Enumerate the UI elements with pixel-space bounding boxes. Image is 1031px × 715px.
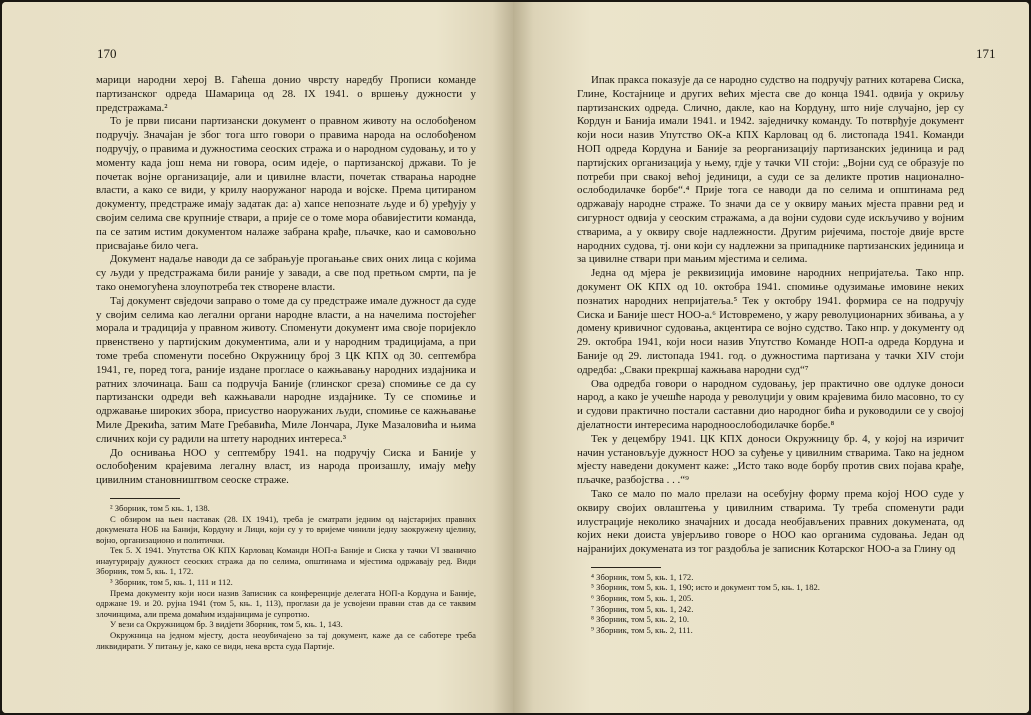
footnote: Тек 5. X 1941. Упутства ОК КПХ Карловац Команди НОП-а Баније и Сиска у тачки VI званично инаугурирају дужност сеоских стража да по селима, општинама и мјестима одржавају ред. Види Зборник, том 5, књ. 1, 172. bbox=[96, 545, 476, 577]
footnote: С обзиром на њен наставак (28. IX 1941), треба је сматрати једним од најстаријих правних докумената НОБ на Банији, Кордуну и Лици, који су у то вријеме чинили једну заокружену цјелину, војно, организационо и политички. bbox=[96, 513, 476, 545]
footnote: Окружница на једном мјесту, доста неоубичајено за тај документ, каже да се саботере треба ликвидирати. У питању је, како се види, нека врста суда Партије. bbox=[96, 630, 476, 651]
footnote: ⁷ Зборник, том 5, књ. 1, 242. bbox=[591, 603, 694, 614]
right-page bbox=[513, 2, 1029, 713]
footnote: У вези са Окружницом бр. 3 видјети Зборник, том 5, књ. 1, 143. bbox=[110, 619, 343, 630]
footnote: ² Зборник, том 5 књ. 1, 138. bbox=[110, 502, 210, 513]
paragraph: марици народни херој В. Гаћеша донио чврсту наредбу Прописи команде партизанског одреда Шамарица од 28. IX 1941. о вршењу дужности у предстражама.² bbox=[96, 74, 476, 114]
paragraph: Тај документ свједочи заправо о томе да су предстраже имале дужност да суде у својим селима као легални органи народне власти, а на начелима постојећег морала и традиција у правном животу. Споменути документ има своје поријекло првенствено у партијским документима, али и у народним традицијама, а при томе треба споменути посебно Окружницу број 3 ЦК КПХ од 30. септембра 1941, ге, поред тога, раније издане прогласе о кажњавању народних издајника и ратних злочинаца. Баш са подручја Баније (глинског среза) спомиње се да су партизански одреди већ кажњавали народне издајнике. Ту се спомиње и одржавање широких збора, присуство наоружаних људи, спомиње се кажњавање Миле Дрекића, затим Мате Гребавића, Миле Лончара, Луке Мазаловића и њима сличних који су радили на штету народних интереса.³ bbox=[96, 294, 476, 445]
left-page bbox=[2, 2, 513, 713]
footnote: ⁵ Зборник, том 5, књ. 1, 190; исто и документ том 5, књ. 1, 182. bbox=[591, 582, 820, 593]
paragraph: Ипак пракса показује да се народно судство на подручју ратних котарева Сиска, Глине, Костајнице и других већих мјеста све до конца 1941. одвија у окриљу партизанских одреда. Слично, дакле, као на Кордуну, што није случајно, јер су Кордун и Банија имали 1941. и 1942. заједничку команду. То потврђује документ који носи назив Упутство ОК-а КПХ Карловац од 6. листопада 1941. Команди НОП одреда Кордуна и Баније за реорганизацију партизанских јединица и рад партијских организација у њему, гдје у тачки VII стоји: „Војни суд се образује по потреби при свакој већој јединици, а суди се за деликте против националнo-ослободилачке борбе“.⁴ Прије тога се наводи да по селима и општинама ред одржавају народне страже. То значи да се у оквиру мањих мјеста правни ред и сигурност одвија у сеоским стражама, а да војни судови суде искључиво у војним стварима, а у оквиру своје надлежности. Другим ријечима, постоје двије врсте народних судова, тј. они који су надлежни за припаднике партизанских јединица и за цивилне ствари при мањим мјестима и селима. bbox=[577, 74, 964, 266]
paragraph: То је први писани партизански документ о правном животу на ослобођеном подручју. Значајан је због тога што говори о правима народа на ослобођеном подручју, о правима и дужностима сеоских стража и о народном судовању, и то у моменту када још нема ни говора, осим идеје, о партизанској држави. То је почетак војне организације, али и цивилне власти, почетак стварања народне власти, а како се види, у крилу наоружаног народа и војске. Према цитираном документу, предстраже имају задатак да: а) хапсе непознате људе и б) уређују у својим селима све крупније ствари, а прије се о томе мора обавијестити команда, па се затим истим документом налаже забрана крађе, пљачке, као и самовољно присвајање било чега. bbox=[96, 115, 476, 252]
paragraph: Једна од мјера је реквизиција имовине народних непријатеља. Тако нпр. документ ОК КПХ од 10. октобра 1941. спомиње одузимање имовине неких познатих народних непријатеља.⁵ Тек у октобру 1941. формира се на подручју Сиска и Баније шест НОО-а.⁶ Истовремено, у жару револуционарних збивања, а у домену кривичног судовања, акцентира се војно судство. Тако нпр. у документу од 29. октобра 1941, који носи назив Упутство Команде НОП-а одреда Кордуна и Баније од 29. листопада 1941. год. о дужностима партизана у тачки XIV стоји одредба: „Сваки прекршај кажњава народни суд“⁷ bbox=[577, 267, 964, 376]
page-number: 171 bbox=[976, 46, 996, 61]
footnotes bbox=[96, 503, 476, 651]
paragraph: Тек у децембру 1941. ЦК КПХ доноси Окружницу бр. 4, у којој на изричит начин установљује дужност НОО за суђење у цивилним стварима. Тако на једном мјесту наведени документ каже: „Исто тако водe борбу против свих појава крађе, пљачке, разбојства . . .“⁹ bbox=[577, 432, 964, 487]
book-spread bbox=[2, 2, 1029, 713]
page-text bbox=[577, 74, 964, 635]
footnote: ⁶ Зборник, том 5, књ. 1, 205. bbox=[591, 593, 694, 604]
paragraph: Ова одредба говори о народном судовању, јер практично ове одлуке доноси народ, а како је учешће народа у револуцији у овим крајевима било масовно, то су и судови практично постали саставни дио народног бића и руководили се у својој дјелатности интересима народноослободилачке борбе.⁸ bbox=[577, 377, 964, 431]
footnote: ⁸ Зборник, том 5, књ. 2, 10. bbox=[591, 614, 690, 625]
footnote: ⁹ Зборник, том 5, књ. 2, 111. bbox=[591, 624, 693, 635]
footnote: ³ Зборник, том 5, књ. 1, 111 и 112. bbox=[110, 577, 233, 588]
footnote-divider bbox=[110, 498, 180, 499]
paragraph: Тако се мало по мало прелази на осебујну форму према којој НОО суде у оквиру својих овлаштења у цивилним стварима. Ту треба споменути ради илустрације неколико значајних и досада необјављених правних докумената, од којих неки доиста увјерљиво говоре о НОО као органима судовања. Један од најранијих докумената из тог раздобља је записник Котарског НОО-а за Глину од bbox=[577, 487, 964, 556]
footnote: Према документу који носи назив Записник са конференције делегата НОП-а Кордуна и Баније, одржане 19. и 20. рујна 1941 (том 5, књ. 1, 113), проглаsи да је усвојени правни став да се таквим злочинцима, али према домаћим издајницима је супротно. bbox=[96, 587, 476, 619]
page-number: 170 bbox=[97, 46, 117, 61]
paragraph: До оснивања НОО у септембру 1941. на подручју Сиска и Баније у ослобођеним крајевима легалну власт, из народа произашлу, имају међу цивилним становништвом сеоске страже. bbox=[96, 446, 476, 487]
footnotes bbox=[577, 572, 964, 636]
footnote: ⁴ Зборник, том 5, књ. 1, 172. bbox=[591, 571, 694, 582]
footnote-divider bbox=[591, 567, 661, 568]
page-text bbox=[96, 74, 476, 651]
paragraph: Документ надаље наводи да се забрањује прогањање свих оних лица с којима су људи у предстражама били раније у завади, а све под претњом смрти, па је тако онемогућена злоупотреба тек створене власти. bbox=[96, 253, 476, 293]
